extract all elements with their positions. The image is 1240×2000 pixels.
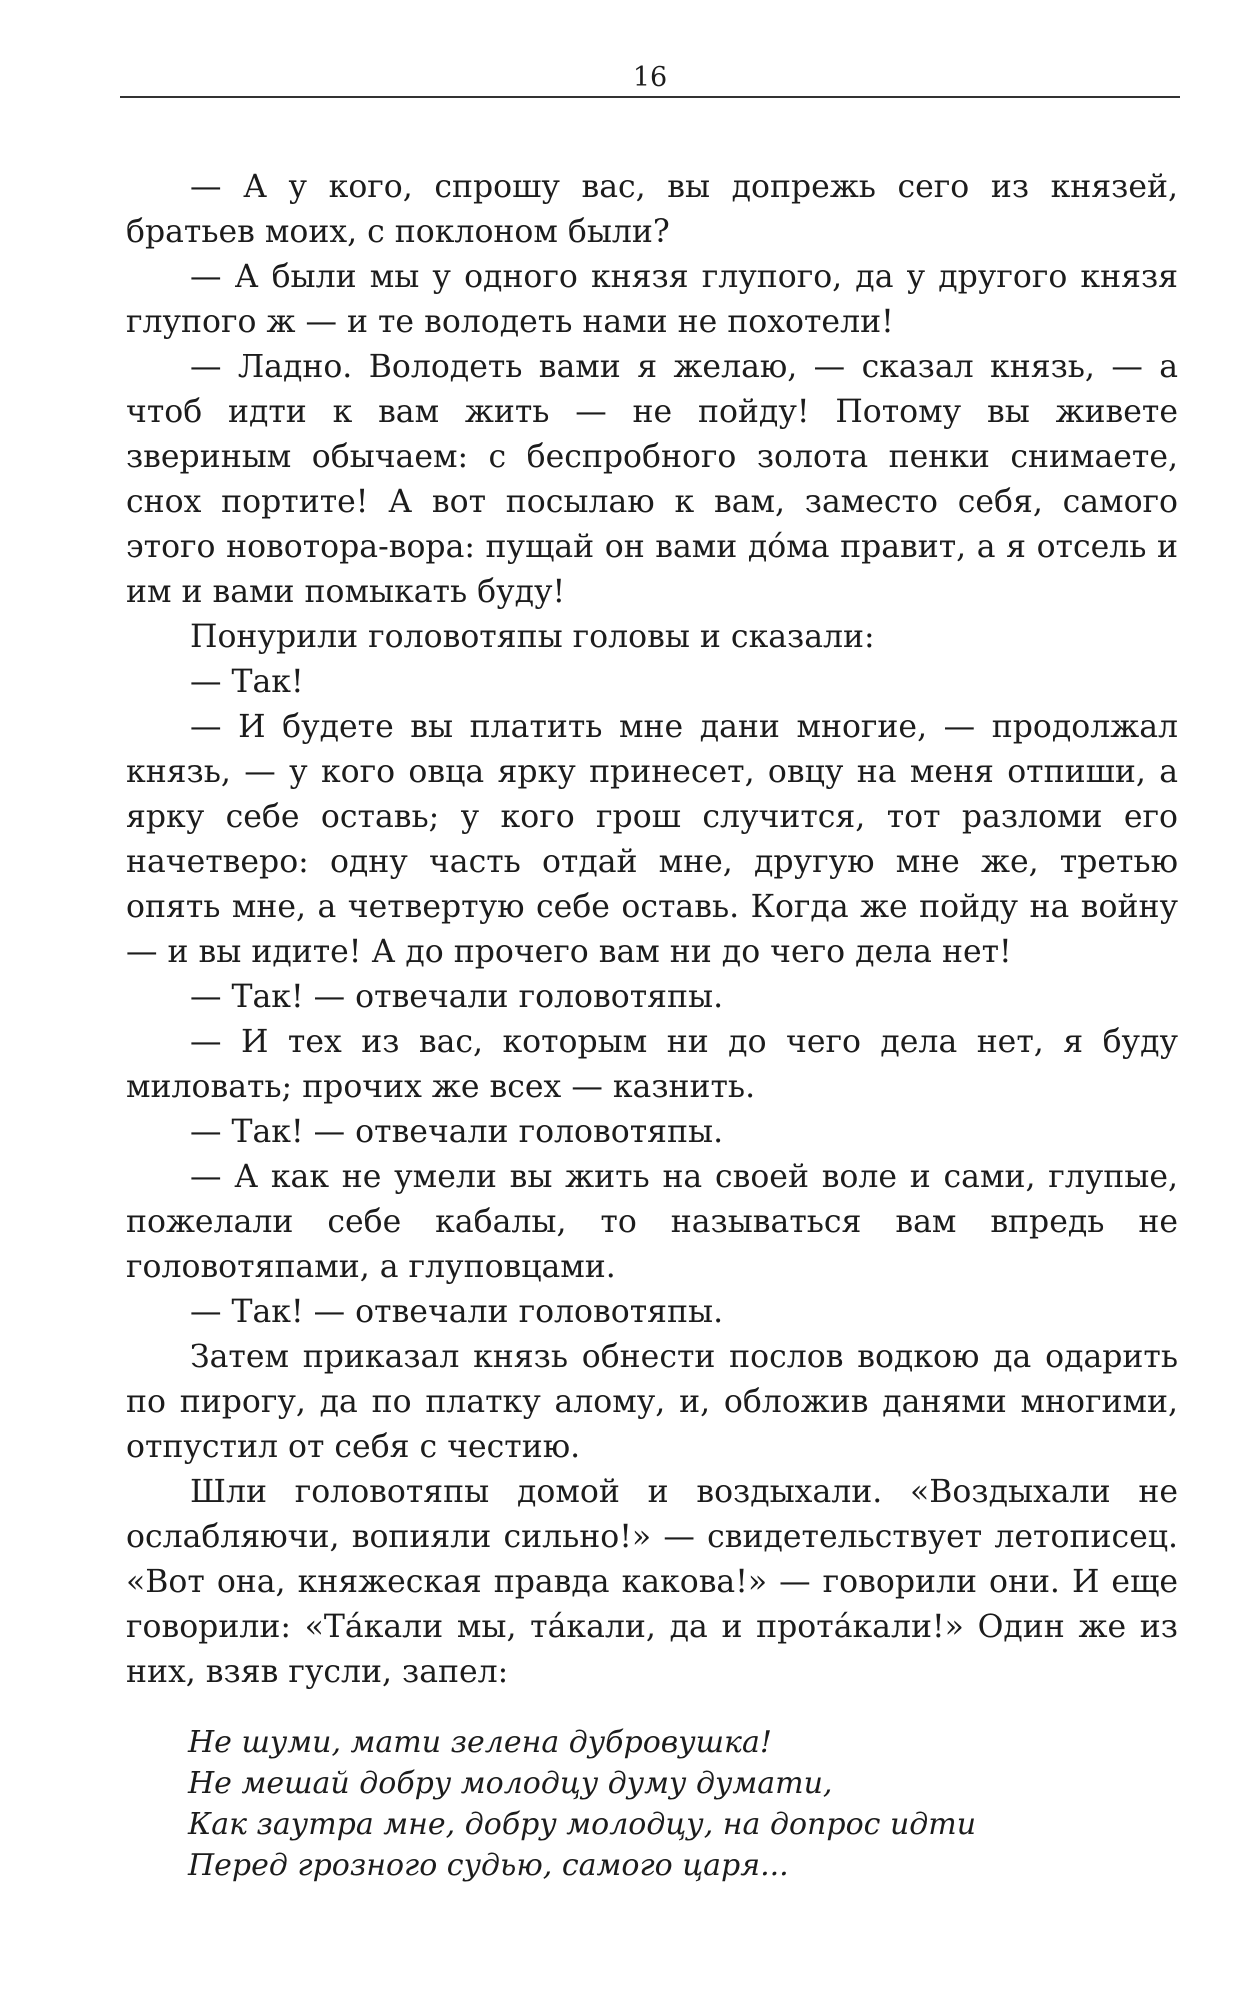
poem-line: Как заутра мне, добру молодцу, на допрос идти [188,1807,977,1842]
paragraph: — И тех из вас, которым ни до чего дела нет, я буду миловать; прочих же всех — казнить. [126,1024,1178,1105]
paragraph: — И будете вы платить мне дани многие, — продолжал князь, — у кого овца ярку принесет, овцу на меня отпиши, а ярку себе оставь; у кого грош случится, тот разломи его начетверо: одну часть отдай мне, другую мне же, третью опять мне, а четвертую себе оставь. Когда же пойду на войну — и вы идите! А до прочего вам ни до чего дела нет! [126,709,1178,970]
paragraph: — А были мы у одного князя глупого, да у другого князя глупого ж — и те володеть нами не похотели! [126,259,1178,340]
paragraph: Затем приказал князь обнести послов водкою да одарить по пирогу, да по платку алому, и, обложив данями многими, отпустил от себя с честию. [126,1339,1178,1465]
poem-line: Не мешай добру молодцу думу думати, [188,1766,833,1801]
paragraph: — Так! [190,664,304,700]
paragraph: — Так! — отвечали головотяпы. [190,1114,724,1150]
paragraph: — Ладно. Володеть вами я желаю, — сказал князь, — а чтоб идти к вам жить — не пойду! Потому вы живете звериным обычаем: с беспробного золота пенки снимаете, снох портите! А вот посылаю к вам, заместо себя, самого этого новотора-вора: пущай он вами до́ма правит, а я отсель и им и вами помыкать буду! [126,349,1178,610]
paragraph: — А у кого, спрошу вас, вы допрежь сего из князей, братьев моих, с поклоном были? [126,169,1178,250]
paragraph: — Так! — отвечали головотяпы. [190,1294,724,1330]
page-number: 16 [632,62,668,93]
poem-line: Перед грозного судью, самого царя... [188,1848,789,1883]
page-header [120,58,1180,98]
paragraph: Шли головотяпы домой и воздыхали. «Воздыхали не ослабляючи, вопияли сильно!» — свидетельствует летописец. «Вот она, княжеская правда какова!» — говорили они. И еще говорили: «Та́кали мы, та́кали, да и прота́кали!» Один же из них, взяв гусли, запел: [126,1474,1178,1690]
poem-line: Не шуми, мати зелена дубровушка! [188,1725,772,1760]
poem-verse [188,1722,1168,1886]
paragraph: — А как не умели вы жить на своей воле и сами, глупые, пожелали себе кабалы, то называться вам впредь не головотяпами, а глуповцами. [126,1159,1178,1285]
paragraph: — Так! — отвечали головотяпы. [190,979,724,1015]
header-rule [120,96,1180,98]
body-text [126,165,1178,1695]
paragraph: Понурили головотяпы головы и сказали: [190,619,875,655]
